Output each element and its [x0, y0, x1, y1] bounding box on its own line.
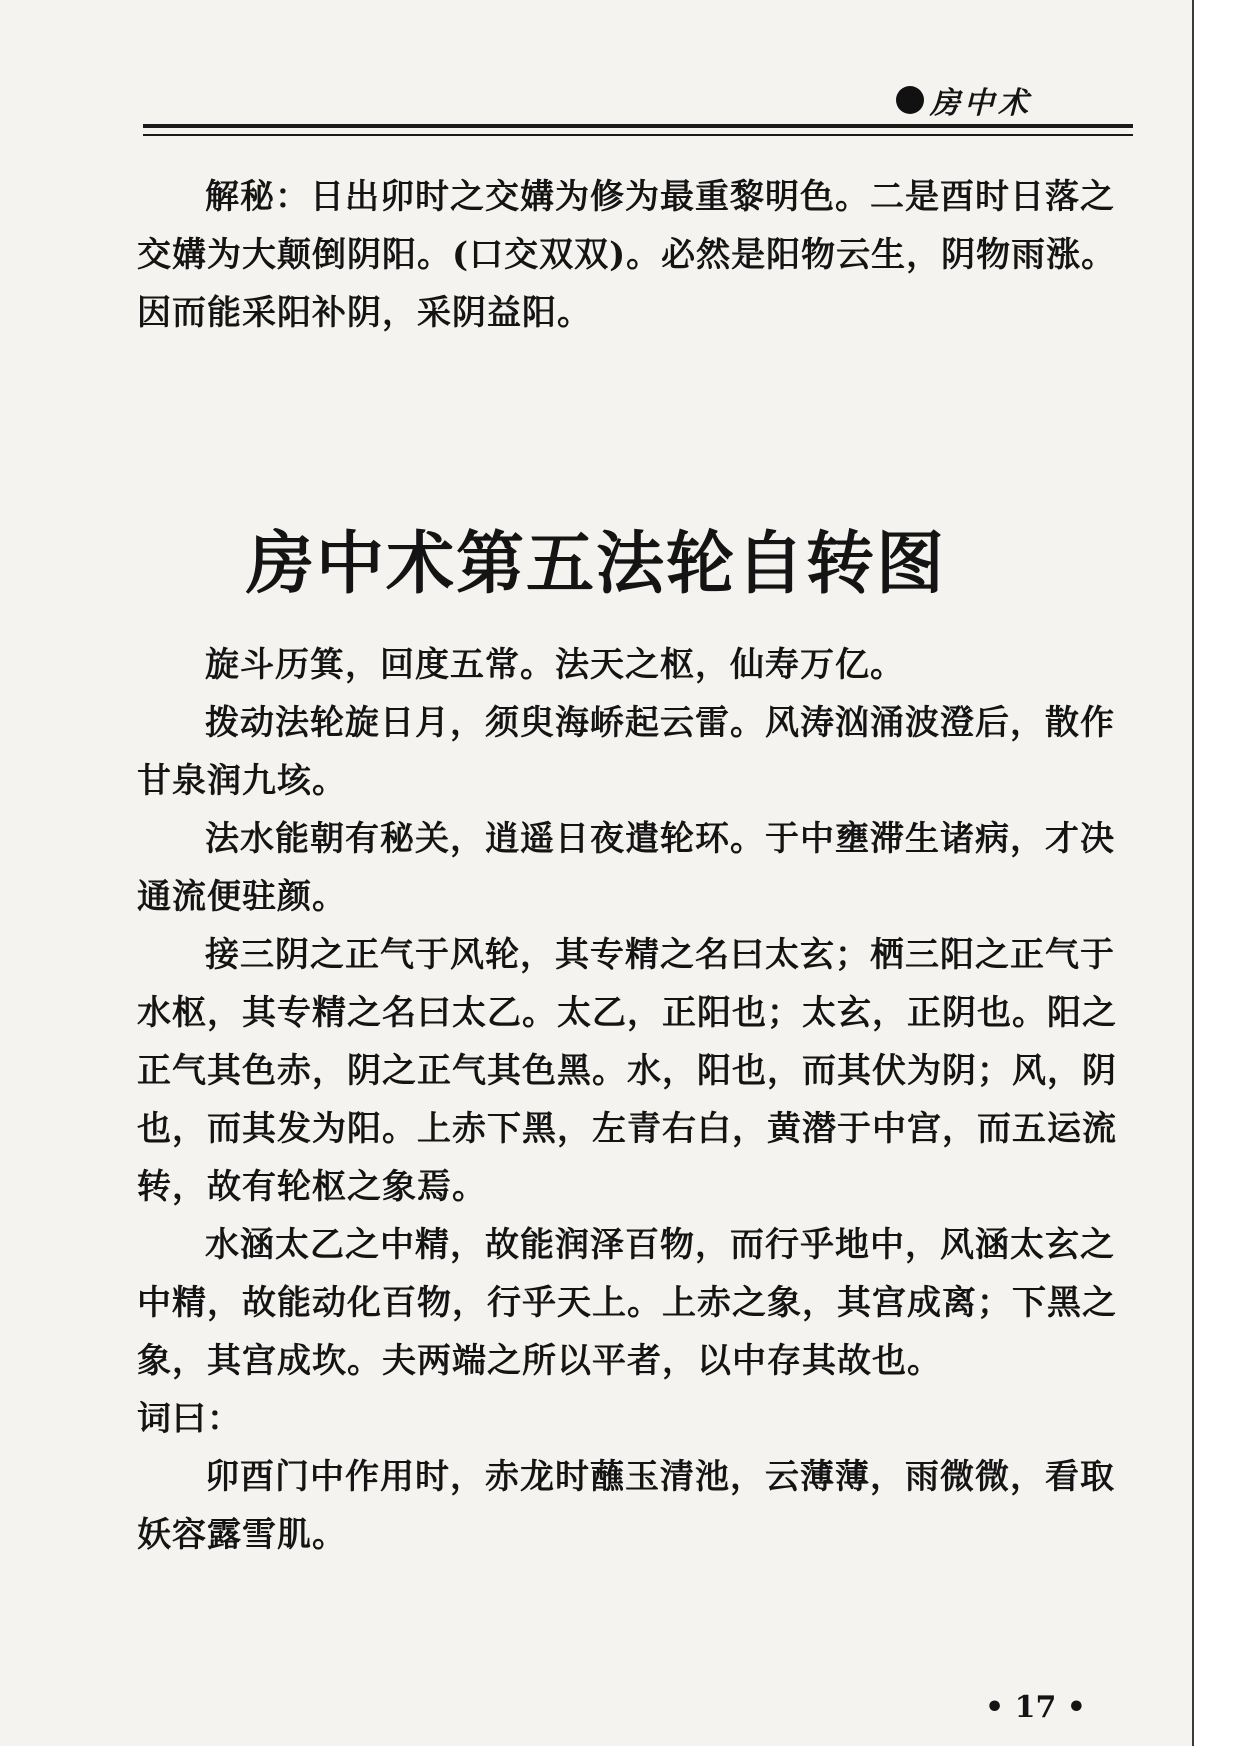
header-rule-thin — [143, 134, 1133, 136]
running-title: 房中术 — [930, 86, 1032, 121]
ci-label: 词曰： — [137, 1399, 242, 1439]
body-text — [137, 636, 1137, 1564]
paragraph-2: 拨动法轮旋日月，须臾海峤起云雷。风涛汹涌波澄后，散作甘泉润九垓。 — [137, 703, 1115, 801]
paragraph-4: 接三阴之正气于风轮，其专精之名曰太玄；栖三阳之正气于水枢，其专精之名曰太乙。太乙，正阳也；太玄，正阴也。阳之正气其色赤，阴之正气其色黑。水，阳也，而其伏为阴；风，阴也，而其发为阳。上赤下黑，左青右白，黄潜于中宫，而五运流转，故有轮枢之象焉。 — [137, 935, 1117, 1207]
running-header — [896, 78, 1032, 122]
paragraph-1: 旋斗历箕，回度五常。法天之枢，仙寿万亿。 — [205, 645, 905, 685]
intro-block — [137, 168, 1137, 342]
section-title: 房中术第五法轮自转图 — [245, 525, 946, 604]
header-rule-thick — [143, 124, 1133, 128]
paragraph-3: 法水能朝有秘关，逍遥日夜遣轮环。于中壅滞生诸病，才决通流便驻颜。 — [137, 819, 1115, 917]
page-number: • 17 • — [985, 1690, 1086, 1725]
bullet-icon — [896, 86, 924, 114]
paragraph-5: 水涵太乙之中精，故能润泽百物，而行乎地中，风涵太玄之中精，故能动化百物，行乎天上。上赤之象，其宫成离；下黑之象，其宫成坎。夫两端之所以平者，以中存其故也。 — [137, 1225, 1117, 1381]
ci-text: 卯酉门中作用时，赤龙时蘸玉清池，云薄薄，雨微微，看取妖容露雪肌。 — [137, 1457, 1115, 1555]
intro-paragraph: 解秘：日出卯时之交媾为修为最重黎明色。二是酉时日落之交媾为大颠倒阴阳。(口交双双)。必然是阳物云生，阴物雨涨。因而能采阳补阴，采阴益阳。 — [137, 177, 1117, 333]
page-edge — [1192, 0, 1194, 1746]
